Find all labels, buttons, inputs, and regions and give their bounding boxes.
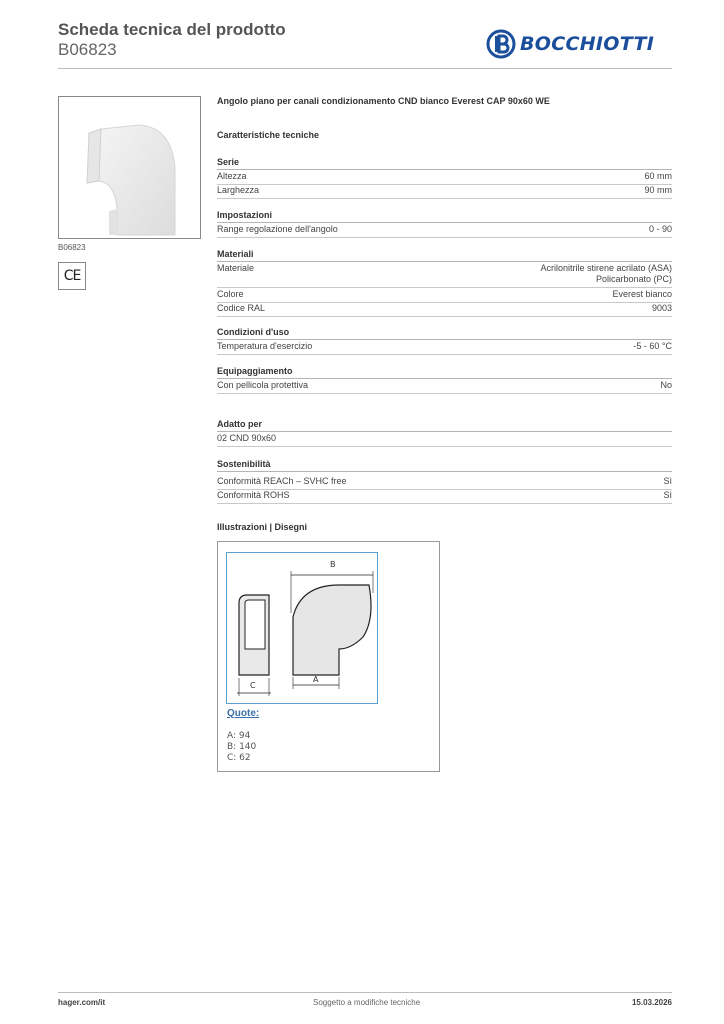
section-serie: Serie [217,157,672,170]
spec-value-line: Policarbonato (PC) [595,274,672,284]
ce-mark-icon: CE [58,262,86,290]
spec-label: Temperatura d'esercizio [217,341,313,351]
footer-divider [58,992,672,993]
technical-drawing [217,541,440,772]
spec-row [217,263,672,288]
spec-value [540,263,672,285]
spec-row [217,289,672,303]
illustrations-title: Illustrazioni | Disegni [217,522,308,532]
spec-row [217,476,672,490]
footer-date: 15.03.2026 [631,998,672,1007]
spec-label: 02 CND 90x60 [217,433,277,443]
spec-label: Conformità REACh – SVHC free [217,476,347,486]
section-impostazioni: Impostazioni [217,210,672,223]
spec-row [217,380,672,394]
spec-value: 60 mm [644,171,672,181]
product-code-header: B06823 [58,40,117,59]
product-image [59,97,201,239]
spec-value: Sì [663,476,672,486]
spec-value-line: Acrilonitrile stirene acrilato (ASA) [540,263,672,273]
dim-label-b: B [330,560,336,569]
header-divider [58,68,672,69]
elbow-drawing [227,553,379,705]
spec-label: Conformità ROHS [217,490,290,500]
dim-label-c: C [250,681,256,690]
spec-row [217,433,672,447]
specs-heading: Caratteristiche tecniche [217,130,320,140]
dim-label-a: A [313,675,319,684]
spec-row [217,303,672,317]
spec-value: -5 - 60 °C [633,341,672,351]
spec-label: Larghezza [217,185,260,195]
spec-row [217,171,672,185]
footer-disclaimer: Soggetto a modifiche tecniche [313,998,421,1007]
spec-label: Materiale [217,263,255,273]
drawing-frame [226,552,378,704]
section-equipaggiamento: Equipaggiamento [217,366,672,379]
logo-text: BOCCHIOTTI [520,33,655,55]
section-condizioni: Condizioni d'uso [217,327,672,340]
page-title: Scheda tecnica del prodotto [58,20,286,39]
section-adatto: Adatto per [217,419,672,432]
photo-caption: B06823 [58,243,86,252]
spec-label: Range regolazione dell'angolo [217,224,338,234]
spec-value: No [660,380,672,390]
spec-value: 90 mm [644,185,672,195]
spec-row [217,490,672,504]
spec-row [217,185,672,199]
quote-title: Quote: [227,708,260,719]
spec-row [217,224,672,238]
brand-logo [486,28,654,60]
spec-label: Colore [217,289,244,299]
footer-website[interactable]: hager.com/it [58,998,106,1007]
spec-value: 9003 [651,303,672,313]
product-title: Angolo piano per canali condizionamento CND bianco Everest CAP 90x60 WE [217,96,550,106]
spec-value: 0 - 90 [648,224,672,234]
spec-row [217,341,672,355]
spec-label: Altezza [217,171,247,181]
spec-label: Con pellicola protettiva [217,380,309,390]
quote-a: A: 94 [227,731,251,741]
section-sostenibilita: Sostenibilità [217,459,672,472]
section-materiali: Materiali [217,249,672,262]
spec-value: Everest bianco [612,289,672,299]
spec-label: Codice RAL [217,303,266,313]
spec-value: Sì [663,490,672,500]
bocchiotti-logo-icon [486,29,516,59]
quote-b: B: 140 [227,742,257,752]
product-photo [58,96,201,239]
quote-c: C: 62 [227,753,251,763]
